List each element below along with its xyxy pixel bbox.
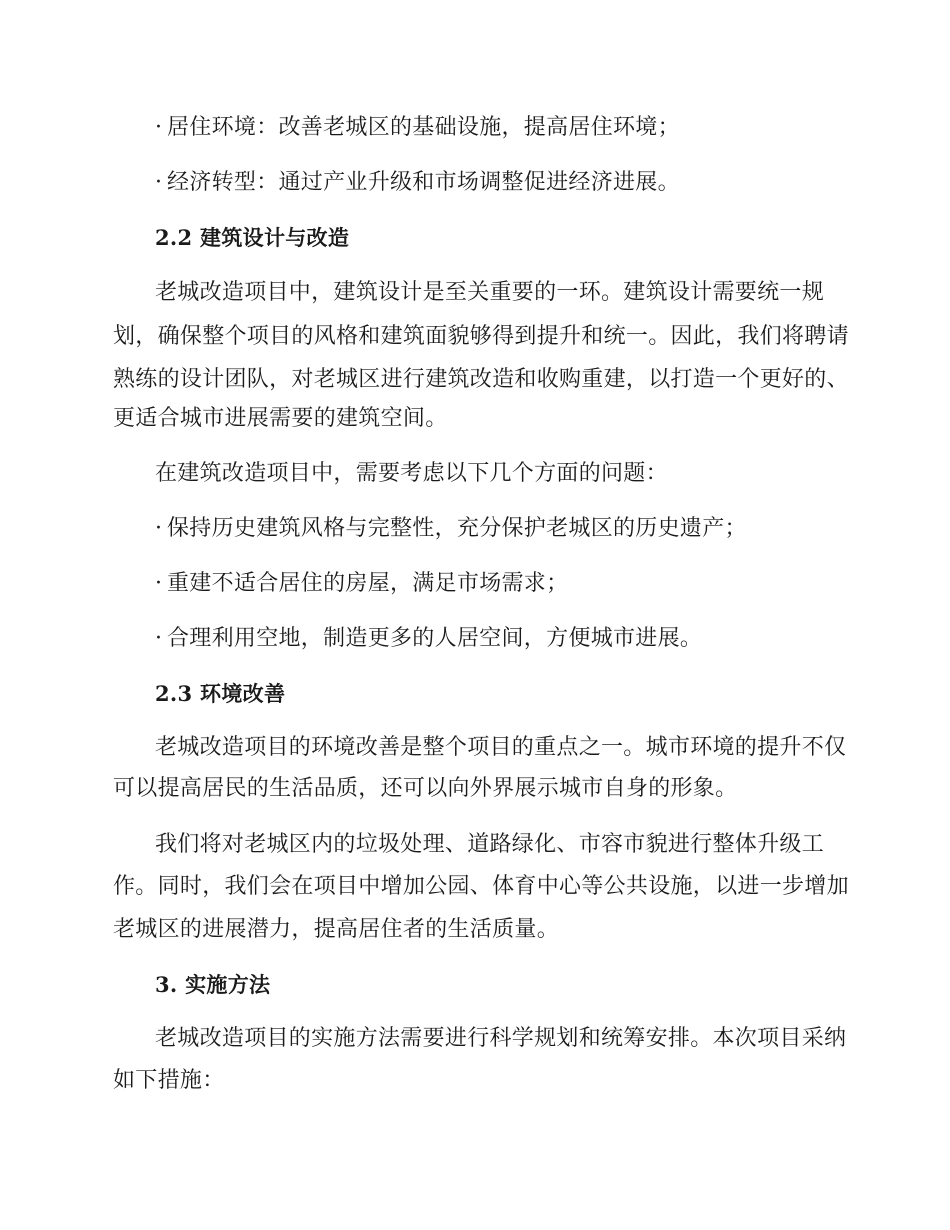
paragraph-line: 作。同时，我们会在项目中增加公园、体育中心等公共设施，以进一步增加 bbox=[113, 874, 849, 899]
bullet-item: · 重建不适合居住的房屋，满足市场需求； bbox=[155, 569, 568, 599]
section-heading-2-2: 2.2 建筑设计与改造 bbox=[155, 225, 350, 250]
bullet-item: · 经济转型：通过产业升级和市场调整促进经济进展。 bbox=[155, 168, 680, 198]
bullet-item: · 居住环境：改善老城区的基础设施，提高居住环境； bbox=[155, 113, 680, 143]
paragraph-line: 老城改造项目中，建筑设计是至关重要的一环。建筑设计需要统一规 bbox=[155, 280, 825, 305]
section-heading-3: 3. 实施方法 bbox=[155, 972, 271, 997]
section-heading-2-3: 2.3 环境改善 bbox=[155, 681, 286, 706]
bullet-item: · 合理利用空地，制造更多的人居空间，方便城市进展。 bbox=[155, 624, 702, 654]
paragraph-line: 老城改造项目的实施方法需要进行科学规划和统筹安排。本次项目采纳 bbox=[155, 1026, 847, 1051]
paragraph-line: 更适合城市进展需要的建筑空间。 bbox=[113, 406, 448, 431]
paragraph-line: 老城区的进展潜力，提高居住者的生活质量。 bbox=[113, 917, 560, 942]
paragraph-line: 划，确保整个项目的风格和建筑面貌够得到提升和统一。因此，我们将聘请 bbox=[113, 324, 849, 349]
paragraph-line: 熟练的设计团队，对老城区进行建筑改造和收购重建，以打造一个更好的、 bbox=[113, 367, 849, 392]
paragraph-line: 在建筑改造项目中，需要考虑以下几个方面的问题： bbox=[155, 461, 668, 486]
paragraph-line: 如下措施： bbox=[113, 1068, 225, 1093]
paragraph-line: 老城改造项目的环境改善是整个项目的重点之一。城市环境的提升不仅 bbox=[155, 735, 847, 760]
paragraph-line: 可以提高居民的生活品质，还可以向外界展示城市自身的形象。 bbox=[113, 776, 738, 801]
bullet-item: · 保持历史建筑风格与完整性，充分保护老城区的历史遗产； bbox=[155, 514, 747, 544]
paragraph-line: 我们将对老城区内的垃圾处理、道路绿化、市容市貌进行整体升级工 bbox=[155, 832, 825, 857]
